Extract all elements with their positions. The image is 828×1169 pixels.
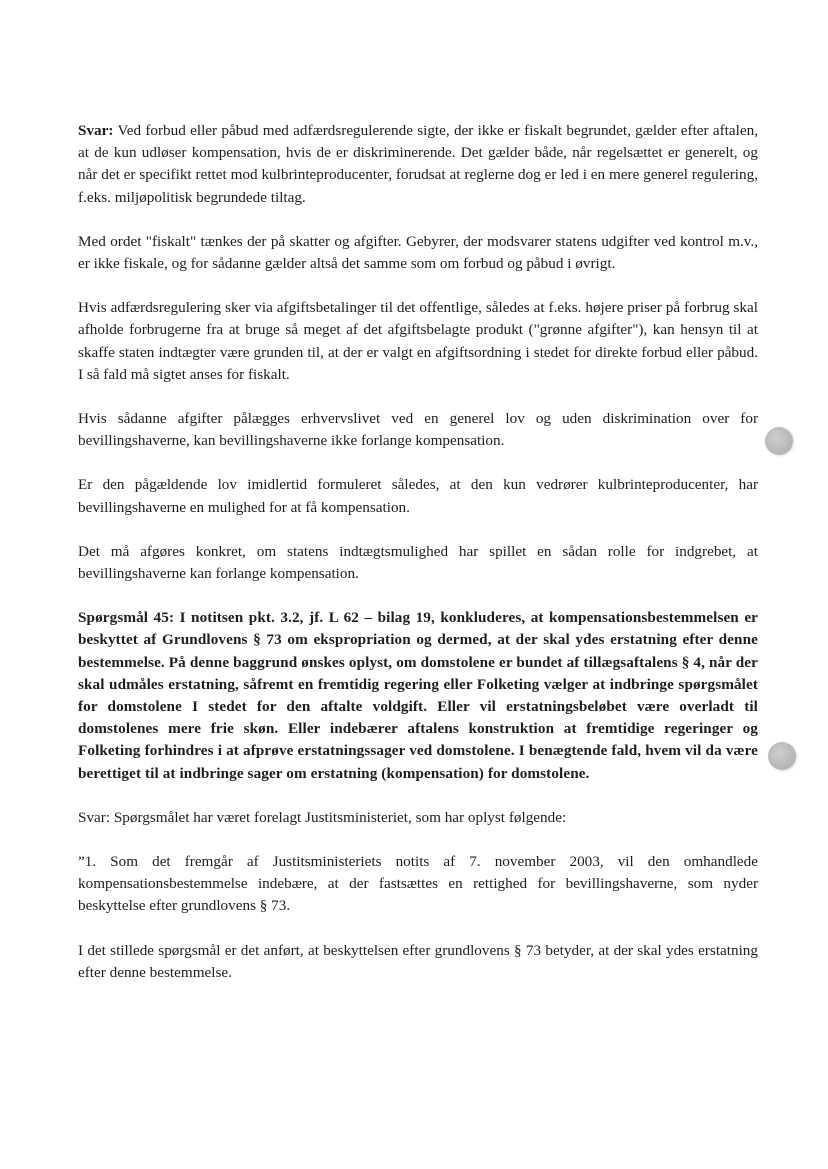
answer-lead: Svar: <box>78 122 114 139</box>
paragraph-quote-2: I det stillede spørgsmål er det anført, at beskyttelsen efter grundlovens § 73 betyder, at der skal ydes erstatning efter denne bestemmelse. <box>78 941 758 981</box>
paragraph-concrete-assessment: Det må afgøres konkret, om statens indtægtsmulighed har spillet en sådan rolle for indgrebet, at bevillingshaverne kan forlange kompensation. <box>78 542 758 583</box>
paragraph-specific-law: Er den pågældende lov imidlertid formuleret således, at den kun vedrører kulbrinteproducenter, har bevillingshaverne en mulighed for at få kompensation. <box>78 476 758 516</box>
paragraph-general-law: Hvis sådanne afgifter pålægges erhvervslivet ved en generel lov og uden diskrimination over for bevillingshaverne, kan bevillingshaverne ikke forlange kompensation. <box>78 410 758 450</box>
answer-lead: Svar: <box>78 808 111 826</box>
punch-hole <box>765 427 793 455</box>
paragraph-quote-1: ”1. Som det fremgår af Justitsministeriets notits af 7. november 2003, vil den omhandlede kompensationsbestemmelse indebære, at der fastsættes en rettighed for bevillingshaverne, som nyder beskyttelse efter grundlovens § 73. <box>78 853 758 915</box>
paragraph-text: Spørgsmålet har været forelagt Justitsministeriet, som har oplyst følgende: <box>110 808 567 826</box>
paragraph-text: Ved forbud eller påbud med adfærdsregulerende sigte, der ikke er fiskalt begrundet, gælder efter aftalen, at de kun udløser kompensation, hvis de er diskriminerende. Det gælder både, når regelsættet er generelt, og når det er specifikt rettet mod kulbrinteproducenter, forudsat at reglerne dog er led i en mere generel regulering, f.eks. miljøpolitisk begrundede tiltag. <box>78 122 758 206</box>
answer-paragraph-2 <box>78 807 758 829</box>
punch-hole <box>768 742 796 770</box>
paragraph-green-taxes: Hvis adfærdsregulering sker via afgiftsbetalinger til det offentlige, således at f.eks. højere priser på forbrug skal afholde forbrugerne fra at bruge så meget af det afgiftsbelagte produkt ("grønne afgifter"), kan hensyn til at skaffe staten indtægter være grunden til, at der er valgt en afgiftsordning i stedet for direkte forbud eller påbud. I så fald må sigtet anses for fiskalt. <box>78 299 758 383</box>
answer-paragraph-1 <box>78 120 758 209</box>
paragraph-fiscal-definition: Med ordet "fiskalt" tænkes der på skatter og afgifter. Gebyrer, der modsvarer statens udgifter ved kontrol m.v., er ikke fiskale, og for sådanne gælder altså det samme som om forbud og påbud i øvrigt. <box>78 232 758 273</box>
document-body <box>78 120 758 1006</box>
question-45: Spørgsmål 45: I notitsen pkt. 3.2, jf. L 62 – bilag 19, konkluderes, at kompensationsbestemmelsen er beskyttet af Grundlovens § 73 om ekspropriation og dermed, at der skal ydes erstatning efter denne bestemmelse. På denne baggrund ønskes oplyst, om domstolene er bundet af tillægsaftalens § 4, når der skal udmåles erstatning, såfremt en fremtidig regering eller Folketing vælger at indbringe spørgsmålet for domstolene I stedet for den aftalte voldgift. Eller vil erstatningsbeløbet være overladt til domstolenes mere frie skøn. Eller indebærer aftalens konstruktion at fremtidige regeringer og Folketing forhindres i at afprøve erstatningssager ved domstolene. I benægtende fald, hvem vil da være berettiget til at indbringe sager om erstatning (kompensation) for domstolene. <box>78 609 758 782</box>
